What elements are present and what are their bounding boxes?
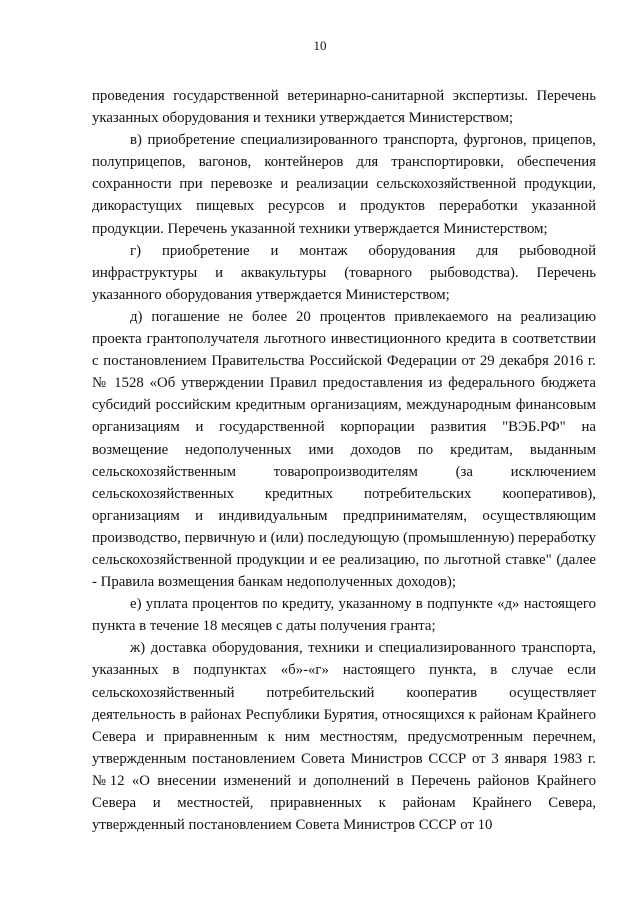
paragraph-item-v: в) приобретение специализированного транспорта, фургонов, прицепов, полуприцепов, вагонов, контейнеров для транспортировки, обеспечения сохранности при перевозке и реализации сельскохозяйственной продукции, дикорастущих пищевых ресурсов и продуктов переработки указанной продукции. Перечень указанной техники утверждается Министерством; <box>92 132 596 237</box>
page-number: 10 <box>313 38 327 53</box>
paragraph-item-e: е) уплата процентов по кредиту, указанному в подпункте «д» настоящего пункта в течение 18 месяцев с даты получения гранта; <box>92 596 596 635</box>
paragraph-item-zh: ж) доставка оборудования, техники и специализированного транспорта, указанных в подпунктах «б»-«г» настоящего пункта, в случае если сельскохозяйственный потребительский кооператив осуществляет деятельность в районах Республики Бурятия, относящихся к районам Крайнего Севера и приравненным к ним местностям, предусмотренным перечнем, утвержденным постановлением Совета Министров СССР от 3 января 1983 г. №12 «О внесении изменений и дополнений в Перечень районов Крайнего Севера и местностей, приравненных к районам Крайнего Севера, утвержденный постановлением Совета Министров СССР от 10 <box>92 640 596 834</box>
paragraph-item-d: д) погашение не более 20 процентов привлекаемого на реализацию проекта грантополучателя льготного инвестиционного кредита в соответствии с постановлением Правительства Российской Федерации от 29 декабря 2016 г. № 1528 «Об утверждении Правил предоставления из федерального бюджета субсидий российским кредитным организациям, международным финансовым организациям и государственной корпорации развития "ВЭБ.РФ" на возмещение недополученных ими доходов по кредитам, выданным сельскохозяйственным товаропроизводителям (за исключением сельскохозяйственных кредитных потребительских кооперативов), организациям и индивидуальным предпринимателям, осуществляющим производство, первичную и (или) последующую (промышленную) переработку сельскохозяйственной продукции и ее реализацию, по льготной ставке" (далее - Правила возмещения банкам недополученных доходов); <box>92 308 596 591</box>
paragraph-item-g: г) приобретение и монтаж оборудования для рыбоводной инфраструктуры и аквакультуры (товарного рыбоводства). Перечень указанного оборудования утверждается Министерством; <box>92 242 596 303</box>
document-body <box>92 85 596 836</box>
paragraph-continuation: проведения государственной ветеринарно-санитарной экспертизы. Перечень указанных оборудования и техники утверждается Министерством; <box>92 88 596 127</box>
